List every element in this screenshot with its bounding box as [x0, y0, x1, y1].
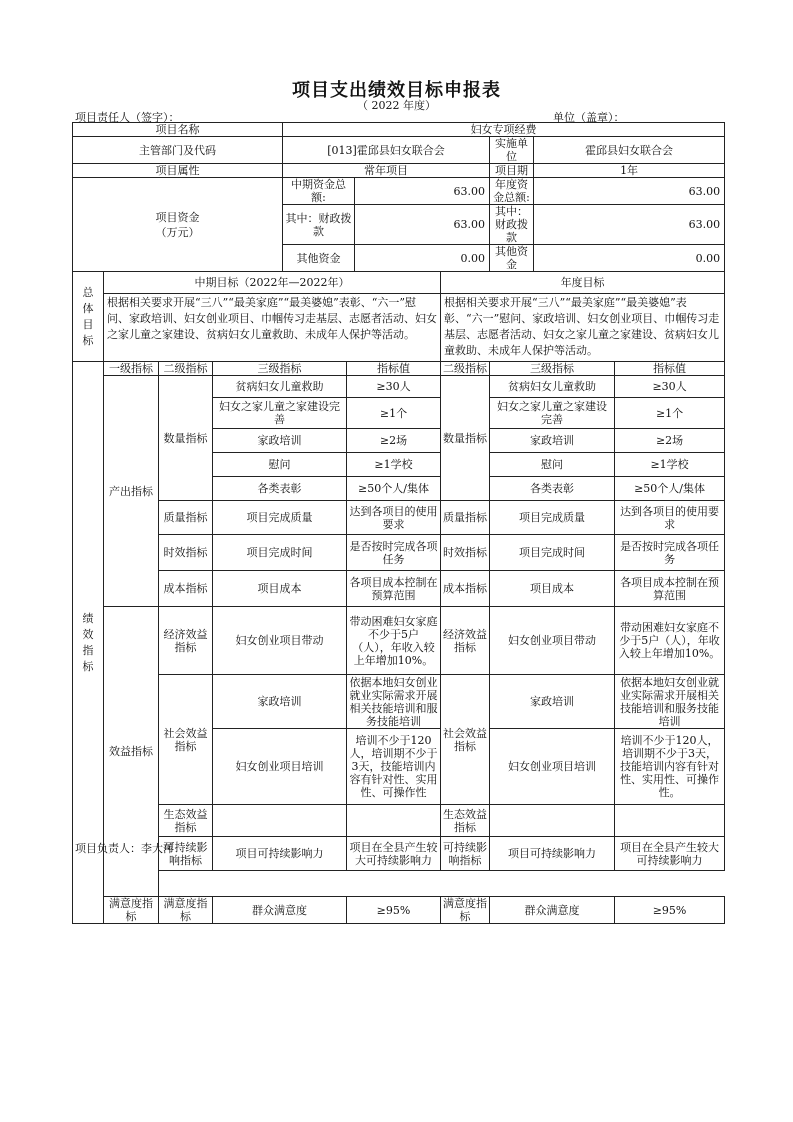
mid-total-label: 中期资金总额: [283, 178, 355, 205]
sustainability-value: 项目在全县产生较大可持续影响力 [347, 837, 441, 871]
quantity-indicators-label: 数量指标 [159, 376, 213, 501]
quantity-value: ≥30人 [347, 376, 441, 398]
time-indicators-label: 时效指标 [159, 535, 213, 571]
overall-goal-label: 总体目标 [73, 272, 104, 362]
attr-value: 常年项目 [283, 164, 490, 178]
mid-fiscal-value: 63.00 [355, 205, 490, 245]
unit-seal-label: 单位（盖章）： [553, 111, 625, 124]
time-item: 项目完成时间 [213, 535, 347, 571]
quality-indicators-label: 质量指标 [159, 501, 213, 535]
social-indicators-label: 社会效益指标 [159, 675, 213, 805]
mid-fiscal-label: 其中：财政拨款 [283, 205, 355, 245]
satisfaction-level2-label-year: 满意度指标 [441, 897, 490, 924]
satisfaction-level2-label: 满意度指标 [159, 897, 213, 924]
social-value: 依据本地妇女创业就业实际需求开展相关技能培训和服务技能培训 [347, 675, 441, 729]
col-level1: 一级指标 [104, 362, 159, 376]
col-level2-year: 二级指标 [441, 362, 490, 376]
project-leader: 项目负责人：李大萍 [75, 842, 174, 855]
satisfaction-item-year: 群众满意度 [490, 897, 615, 924]
sustainability-indicators-label: 可持续影响指标 [159, 837, 213, 871]
cost-value: 各项目成本控制在预算范围 [347, 571, 441, 607]
attr-label: 项目属性 [73, 164, 283, 178]
report-year: （ 2022 年度） [357, 99, 436, 112]
social-value: 培训不少于120人，培训期不少于3天，技能培训内容有针对性、实用性、可操作性 [347, 729, 441, 805]
social-item-year: 家政培训 [490, 675, 615, 729]
social-value-year: 依据本地妇女创业就业实际需求开展相关技能培训和服务技能培训 [615, 675, 725, 729]
project-name-label: 项目名称 [73, 123, 283, 137]
effect-indicators-label: 效益指标 [104, 607, 159, 897]
quantity-item-year: 贫病妇女儿童救助 [490, 376, 615, 398]
col-level3-year: 三级指标 [490, 362, 615, 376]
social-item-year: 妇女创业项目培训 [490, 729, 615, 805]
quantity-item: 慰问 [213, 453, 347, 477]
quantity-value: ≥50个人/集体 [347, 477, 441, 501]
project-name-value: 妇女专项经费 [283, 123, 725, 137]
social-item: 妇女创业项目培训 [213, 729, 347, 805]
year-fiscal-label: 其中：财政拨款 [490, 205, 534, 245]
ecological-value-year [615, 805, 725, 837]
quantity-item-year: 妇女之家儿童之家建设完善 [490, 398, 615, 429]
quantity-value-year: ≥2场 [615, 429, 725, 453]
year-total-value: 63.00 [534, 178, 725, 205]
sustainability-item-year: 项目可持续影响力 [490, 837, 615, 871]
satisfaction-value-year: ≥95% [615, 897, 725, 924]
quantity-item-year: 各类表彰 [490, 477, 615, 501]
dept-label: 主管部门及代码 [73, 137, 283, 164]
quantity-item: 各类表彰 [213, 477, 347, 501]
ecological-indicators-label-year: 生态效益指标 [441, 805, 490, 837]
ecological-indicators-label: 生态效益指标 [159, 805, 213, 837]
period-value: 1年 [534, 164, 725, 178]
quantity-value-year: ≥1学校 [615, 453, 725, 477]
dept-value: [013]霍邱县妇女联合会 [283, 137, 490, 164]
mid-other-label: 其他资金 [283, 245, 355, 272]
ecological-item [213, 805, 347, 837]
sustainability-value-year: 项目在全县产生较大可持续影响力 [615, 837, 725, 871]
cost-item-year: 项目成本 [490, 571, 615, 607]
year-goal-text: 根据相关要求开展“三八”“最美家庭”“最美婆媳”表彰、“六一”慰问、家政培训、妇女创业项目、巾帼传习走基层、志愿者活动、妇女之家儿童之家建设、贫病妇女儿童救助、未成年人保护等活动。 [441, 294, 725, 362]
ecological-value [347, 805, 441, 837]
social-item: 家政培训 [213, 675, 347, 729]
quantity-item-year: 慰问 [490, 453, 615, 477]
economic-value: 带动困难妇女家庭不少于5户（人），年收入较上年增加10%。 [347, 607, 441, 675]
responsible-sign-label: 项目责任人（签字）： [75, 111, 180, 124]
quality-value: 达到各项目的使用要求 [347, 501, 441, 535]
quantity-indicators-label-year: 数量指标 [441, 376, 490, 501]
impl-unit-label: 实施单位 [490, 137, 534, 164]
page-title: 项目支出绩效目标申报表 [292, 80, 501, 101]
quantity-value: ≥2场 [347, 429, 441, 453]
cost-value-year: 各项目成本控制在预算范围 [615, 571, 725, 607]
mid-total-value: 63.00 [355, 178, 490, 205]
quantity-item: 贫病妇女儿童救助 [213, 376, 347, 398]
social-value-year: 培训不少于120人，培训期不少于3天，技能培训内容有针对性、实用性、可操作性。 [615, 729, 725, 805]
quantity-value: ≥1学校 [347, 453, 441, 477]
cost-item: 项目成本 [213, 571, 347, 607]
col-value-year: 指标值 [615, 362, 725, 376]
time-indicators-label-year: 时效指标 [441, 535, 490, 571]
time-value-year: 是否按时完成各项任务 [615, 535, 725, 571]
performance-indicators-label: 绩效指标 [73, 362, 104, 924]
impl-unit-value: 霍邱县妇女联合会 [534, 137, 725, 164]
satisfaction-value: ≥95% [347, 897, 441, 924]
quantity-item: 家政培训 [213, 429, 347, 453]
quantity-value-year: ≥50个人/集体 [615, 477, 725, 501]
economic-indicators-label: 经济效益指标 [159, 607, 213, 675]
quality-item: 项目完成质量 [213, 501, 347, 535]
economic-item-year: 妇女创业项目带动 [490, 607, 615, 675]
year-total-label: 年度资金总额: [490, 178, 534, 205]
sustainability-item: 项目可持续影响力 [213, 837, 347, 871]
mid-other-value: 0.00 [355, 245, 490, 272]
time-value: 是否按时完成各项任务 [347, 535, 441, 571]
economic-value-year: 带动困难妇女家庭不少于5户（人），年收入较上年增加10%。 [615, 607, 725, 675]
year-goal-header: 年度目标 [441, 272, 725, 294]
economic-item: 妇女创业项目带动 [213, 607, 347, 675]
quantity-item-year: 家政培训 [490, 429, 615, 453]
funds-label: 项目资金 （万元） [73, 178, 283, 272]
cost-indicators-label-year: 成本指标 [441, 571, 490, 607]
sustainability-indicators-label-year: 可持续影响指标 [441, 837, 490, 871]
quantity-value-year: ≥30人 [615, 376, 725, 398]
social-indicators-label-year: 社会效益指标 [441, 675, 490, 805]
mid-goal-text: 根据相关要求开展“三八”“最美家庭”“最美婆媳”表彰、“六一”慰问、家政培训、妇女创业项目、巾帼传习走基层、志愿者活动、妇女之家儿童之家建设、贫病妇女儿童救助、未成年人保护等活动。 [104, 294, 441, 362]
output-indicators-label: 产出指标 [104, 376, 159, 607]
col-level3: 三级指标 [213, 362, 347, 376]
satisfaction-level1-label: 满意度指标 [104, 897, 159, 924]
performance-target-table [72, 122, 725, 924]
col-level2: 二级指标 [159, 362, 213, 376]
year-fiscal-value: 63.00 [534, 205, 725, 245]
time-item-year: 项目完成时间 [490, 535, 615, 571]
quantity-item: 妇女之家儿童之家建设完善 [213, 398, 347, 429]
col-value: 指标值 [347, 362, 441, 376]
quality-value-year: 达到各项目的使用要求 [615, 501, 725, 535]
quantity-value: ≥1个 [347, 398, 441, 429]
quantity-value-year: ≥1个 [615, 398, 725, 429]
year-other-label: 其他资金 [490, 245, 534, 272]
ecological-item-year [490, 805, 615, 837]
mid-goal-header: 中期目标（2022年—2022年） [104, 272, 441, 294]
cost-indicators-label: 成本指标 [159, 571, 213, 607]
quality-indicators-label-year: 质量指标 [441, 501, 490, 535]
economic-indicators-label-year: 经济效益指标 [441, 607, 490, 675]
period-label: 项目期 [490, 164, 534, 178]
year-other-value: 0.00 [534, 245, 725, 272]
satisfaction-item: 群众满意度 [213, 897, 347, 924]
quality-item-year: 项目完成质量 [490, 501, 615, 535]
